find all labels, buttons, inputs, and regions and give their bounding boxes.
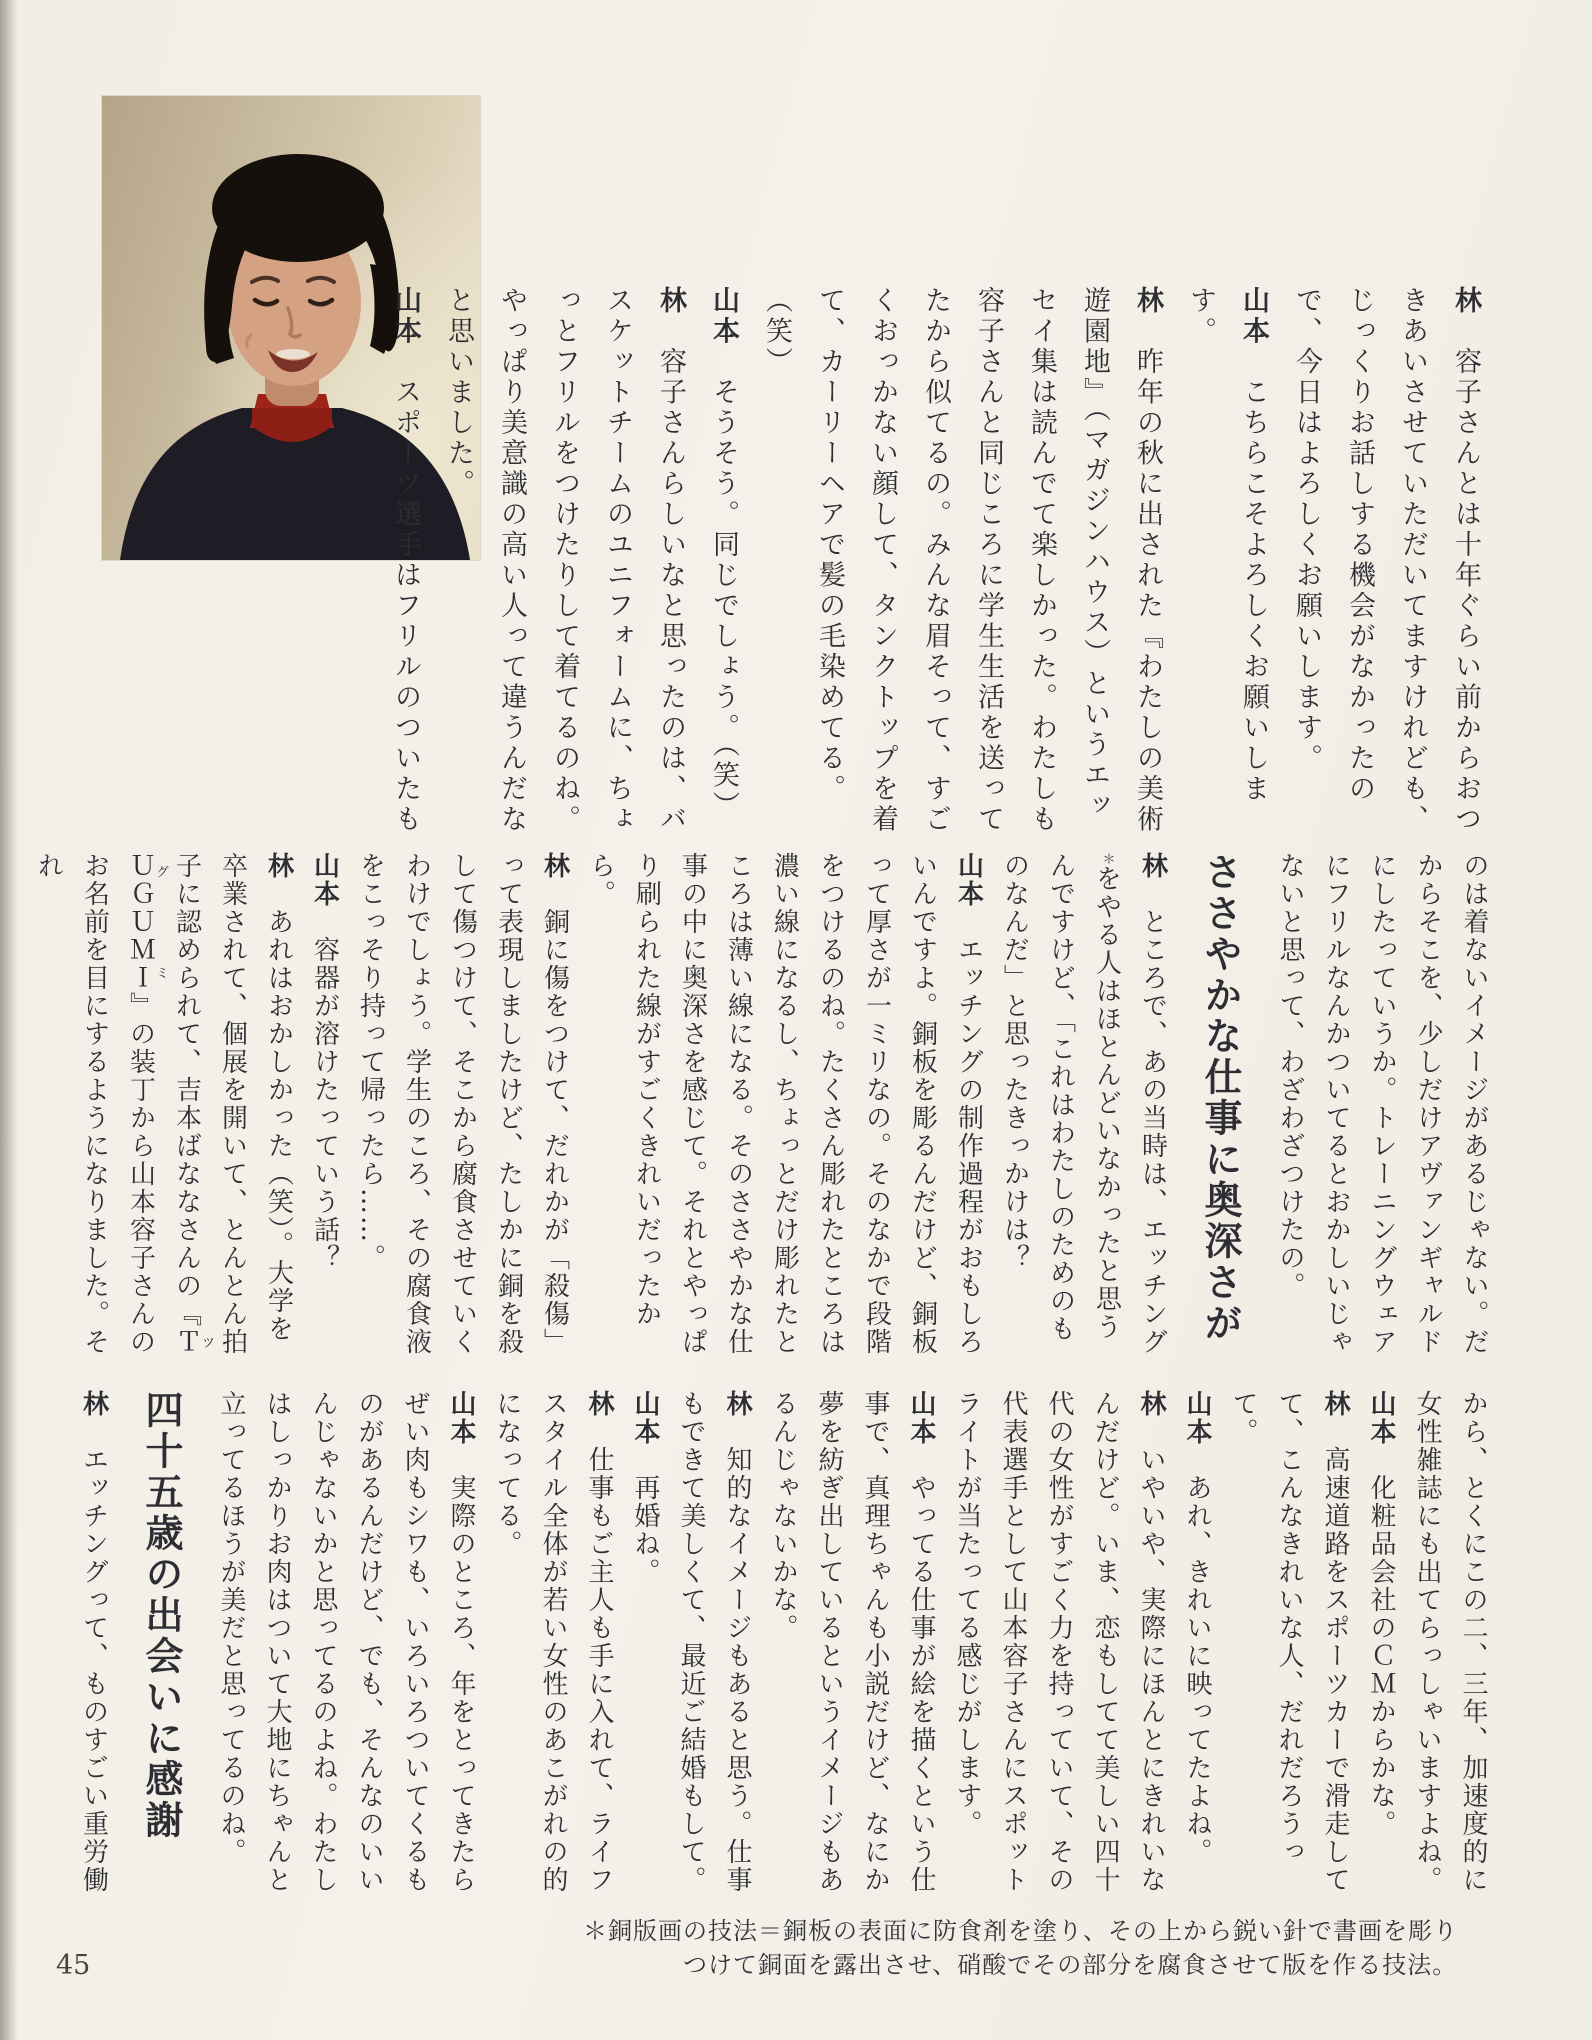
dialogue-paragraph (71, 1390, 117, 1898)
book-title-furigana: ツグミ (153, 852, 214, 1356)
speaker-name: 林 (722, 1390, 752, 1418)
dialogue-paragraph (992, 852, 1176, 1358)
speaker-name: 林 (1320, 1390, 1350, 1418)
dialogue-paragraph (1220, 1390, 1358, 1898)
speaker-name: 山本 (630, 1390, 660, 1446)
dialogue-paragraph (484, 1390, 622, 1898)
dialogue-paragraph (622, 1390, 668, 1898)
speaker-name: 林 (1450, 286, 1481, 317)
dialogue-text: 昨年の秋に出された『わたしの美術遊園地』（マガジンハウス）というエッセイ集は読んでて楽しかった。わたしも容子さんと同じころに学生生活を送ってたから似てるの。みんな眉そって、すごくおっかない顔して、タンクトップを着て、カーリーヘアで髪の毛染めてる。（笑） (761, 286, 1163, 835)
dialogue-paragraph (348, 852, 578, 1358)
dialogue-paragraph (1267, 852, 1497, 1358)
dialogue-paragraph (944, 1390, 1174, 1898)
speaker-name: 山本 (390, 286, 421, 347)
dialogue-text: 仕事もご主人も手に入れて、ライフスタイル全体が若い女性のあこがれの的になってる。 (492, 1390, 614, 1894)
speaker-name: 山本 (708, 286, 739, 347)
dialogue-text: 容子さんらしいなと思ったのは、バスケットチームのユニフォームに、ちょっとフリルをつけたりして着てるのね。やっぱり美意識の高い人って違うんだなと思いました。 (443, 286, 686, 835)
dialogue-paragraph (1174, 286, 1280, 842)
dialogue-paragraph (697, 286, 750, 842)
dialogue-text: 知的なイメージもあると思う。仕事もできて美しくて、最近ご結婚もして。 (676, 1390, 752, 1894)
interview-middle-section (33, 852, 1497, 1358)
footnote (583, 1914, 1523, 1982)
dialogue-text: 実際のところ、年をとってきたらぜい肉もシワも、いろいろついてくるものがあるんだけど、でも、そんなのいいんじゃないかと思ってるのよね。わたしはしっかりお肉はついて大地にちゃんと立ってるほうが美だと思ってるのね。 (216, 1390, 476, 1894)
dialogue-paragraph (1358, 1390, 1404, 1898)
dialogue-paragraph (1404, 1390, 1496, 1898)
speaker-name: 山本 (446, 1390, 476, 1446)
dialogue-text: 化粧品会社のＣＭからかな。 (1366, 1446, 1396, 1838)
speaker-name: 林 (539, 852, 570, 880)
section-heading: 四十五歳の出会いに感謝 (139, 1390, 183, 1841)
dialogue-text: いやいや、実際にほんとにきれいなんだけど。いま、恋もしてて美しい四十代の女性がすごく力を持っていて、その代表選手として山本容子さんにスポットライトが当たってる感じがします。 (952, 1390, 1166, 1894)
footnote-line-2: つけて銅面を露出させ、硝酸でその部分を腐食させて版を作る技法。 (683, 1951, 1458, 1979)
speaker-name: 山本 (906, 1390, 936, 1446)
speaker-name: 林 (263, 852, 294, 880)
dialogue-text: スポーツ選手はフリルのついたも (390, 347, 421, 835)
book-title-text: ＴＵＧＵＭＩ (125, 852, 202, 1356)
speaker-name: 山本 (1238, 286, 1269, 347)
dialogue-text: エッチングって、ものすごい重労働 (78, 1418, 109, 1894)
speaker-name: 山本 (309, 852, 340, 908)
dialogue-text: エッチングの制作過程がおもしろいんですよ。銅板を彫るんだけど、銅板って厚さが一ミリなの。そのなかで段階をつけるのね。たくさん彫れたところは濃い線になるし、ちょっとだけ彫れたところは薄い線になる。そのささやかな仕事の中に奥深さを感じて。それとやっぱり刷られた線がすごくきれいだったから。 (585, 852, 984, 1356)
dialogue-text: をやる人はほとんどいなかったと思うんですけど、「これはわたしのためのものなんだ」と思ったきっかけは？ (999, 852, 1122, 1343)
dialogue-paragraph (750, 286, 1174, 842)
interview-bottom-section (78, 1390, 1496, 1898)
speaker-name: 林 (1136, 1390, 1166, 1418)
dialogue-text: 高速道路をスポーツカーで滑走してて、こんなきれいな人、だれだろうって。 (1228, 1390, 1350, 1894)
speaker-name: 林 (655, 286, 686, 317)
dialogue-text: あれ、きれいに映ってたよね。 (1182, 1446, 1212, 1866)
page-number: 45 (56, 1950, 91, 1981)
section-heading: ささやかな仕事に奥深さが (1198, 852, 1242, 1344)
interview-opening-section (390, 286, 1492, 842)
dialogue-paragraph (1280, 286, 1492, 842)
page-edge-shadow (0, 0, 18, 2040)
dialogue-paragraph (26, 852, 302, 1358)
dialogue-text: やってる仕事が絵を描くという仕事で、真理ちゃんも小説だけど、なにか夢を紡ぎ出しているというイメージもあるんじゃないかな。 (768, 1390, 936, 1894)
dialogue-paragraph (668, 1390, 760, 1898)
dialogue-text: あれはおかしかった（笑）。大学を卒業されて、個展を開いて、とんとん拍子に認められて、吉本ばななさんの『 (171, 852, 294, 1356)
dialogue-text: のは着ないイメージがあるじゃない。だからそこを、少しだけアヴァンギャルドにしたっていうか。トレーニングウェアにフリルなんかついてるとおかしいじゃないと思って、わざわざつけたの。 (1275, 852, 1489, 1356)
speaker-name: 山本 (953, 852, 984, 908)
dialogue-paragraph (208, 1390, 484, 1898)
dialogue-text: そうそう。同じでしょう。（笑） (708, 347, 739, 822)
speaker-name: 林 (78, 1390, 109, 1418)
footnote-reference-mark: ＊ (1099, 852, 1115, 865)
speaker-name: 山本 (1366, 1390, 1396, 1446)
dialogue-text: 容器が溶けたっていう話？ (309, 908, 340, 1272)
dialogue-paragraph (432, 286, 697, 842)
dialogue-paragraph (379, 286, 432, 842)
dialogue-text: 再婚ね。 (630, 1446, 660, 1586)
dialogue-paragraph (760, 1390, 944, 1898)
speaker-name: 山本 (1182, 1390, 1212, 1446)
dialogue-paragraph (302, 852, 348, 1358)
dialogue-text: 』の装丁から山本容子さんのお名前を目にするようになりました。それ (33, 852, 156, 1356)
speaker-name: 林 (1132, 286, 1163, 317)
dialogue-paragraph (578, 852, 992, 1358)
dialogue-text: こちらこそよろしくお願いします。 (1185, 286, 1269, 805)
speaker-name: 林 (584, 1390, 614, 1418)
dialogue-paragraph (1174, 1390, 1220, 1898)
speaker-name: 林 (1137, 852, 1168, 880)
dialogue-text: ところで、あの当時は、エッチング (1137, 880, 1168, 1356)
dialogue-text: 銅に傷をつけて、だれかが「殺傷」って表現しましたけど、たしかに銅を殺して傷つけて、そこから腐食させていくわけでしょう。学生のころ、その腐食液をこっそり持って帰ったら……。 (355, 852, 570, 1356)
footnote-line-1: ＊銅版画の技法＝銅板の表面に防食剤を塗り、その上から鋭い針で書画を彫り (583, 1917, 1458, 1945)
dialogue-text: から、とくにこの二、三年、加速度的に女性雑誌にも出てらっしゃいますよね。 (1412, 1390, 1488, 1894)
dialogue-text: 容子さんとは十年ぐらい前からおつきあいさせていただいてますけれども、じっくりお話しする機会がなかったので、今日はよろしくお願いします。 (1291, 286, 1481, 835)
